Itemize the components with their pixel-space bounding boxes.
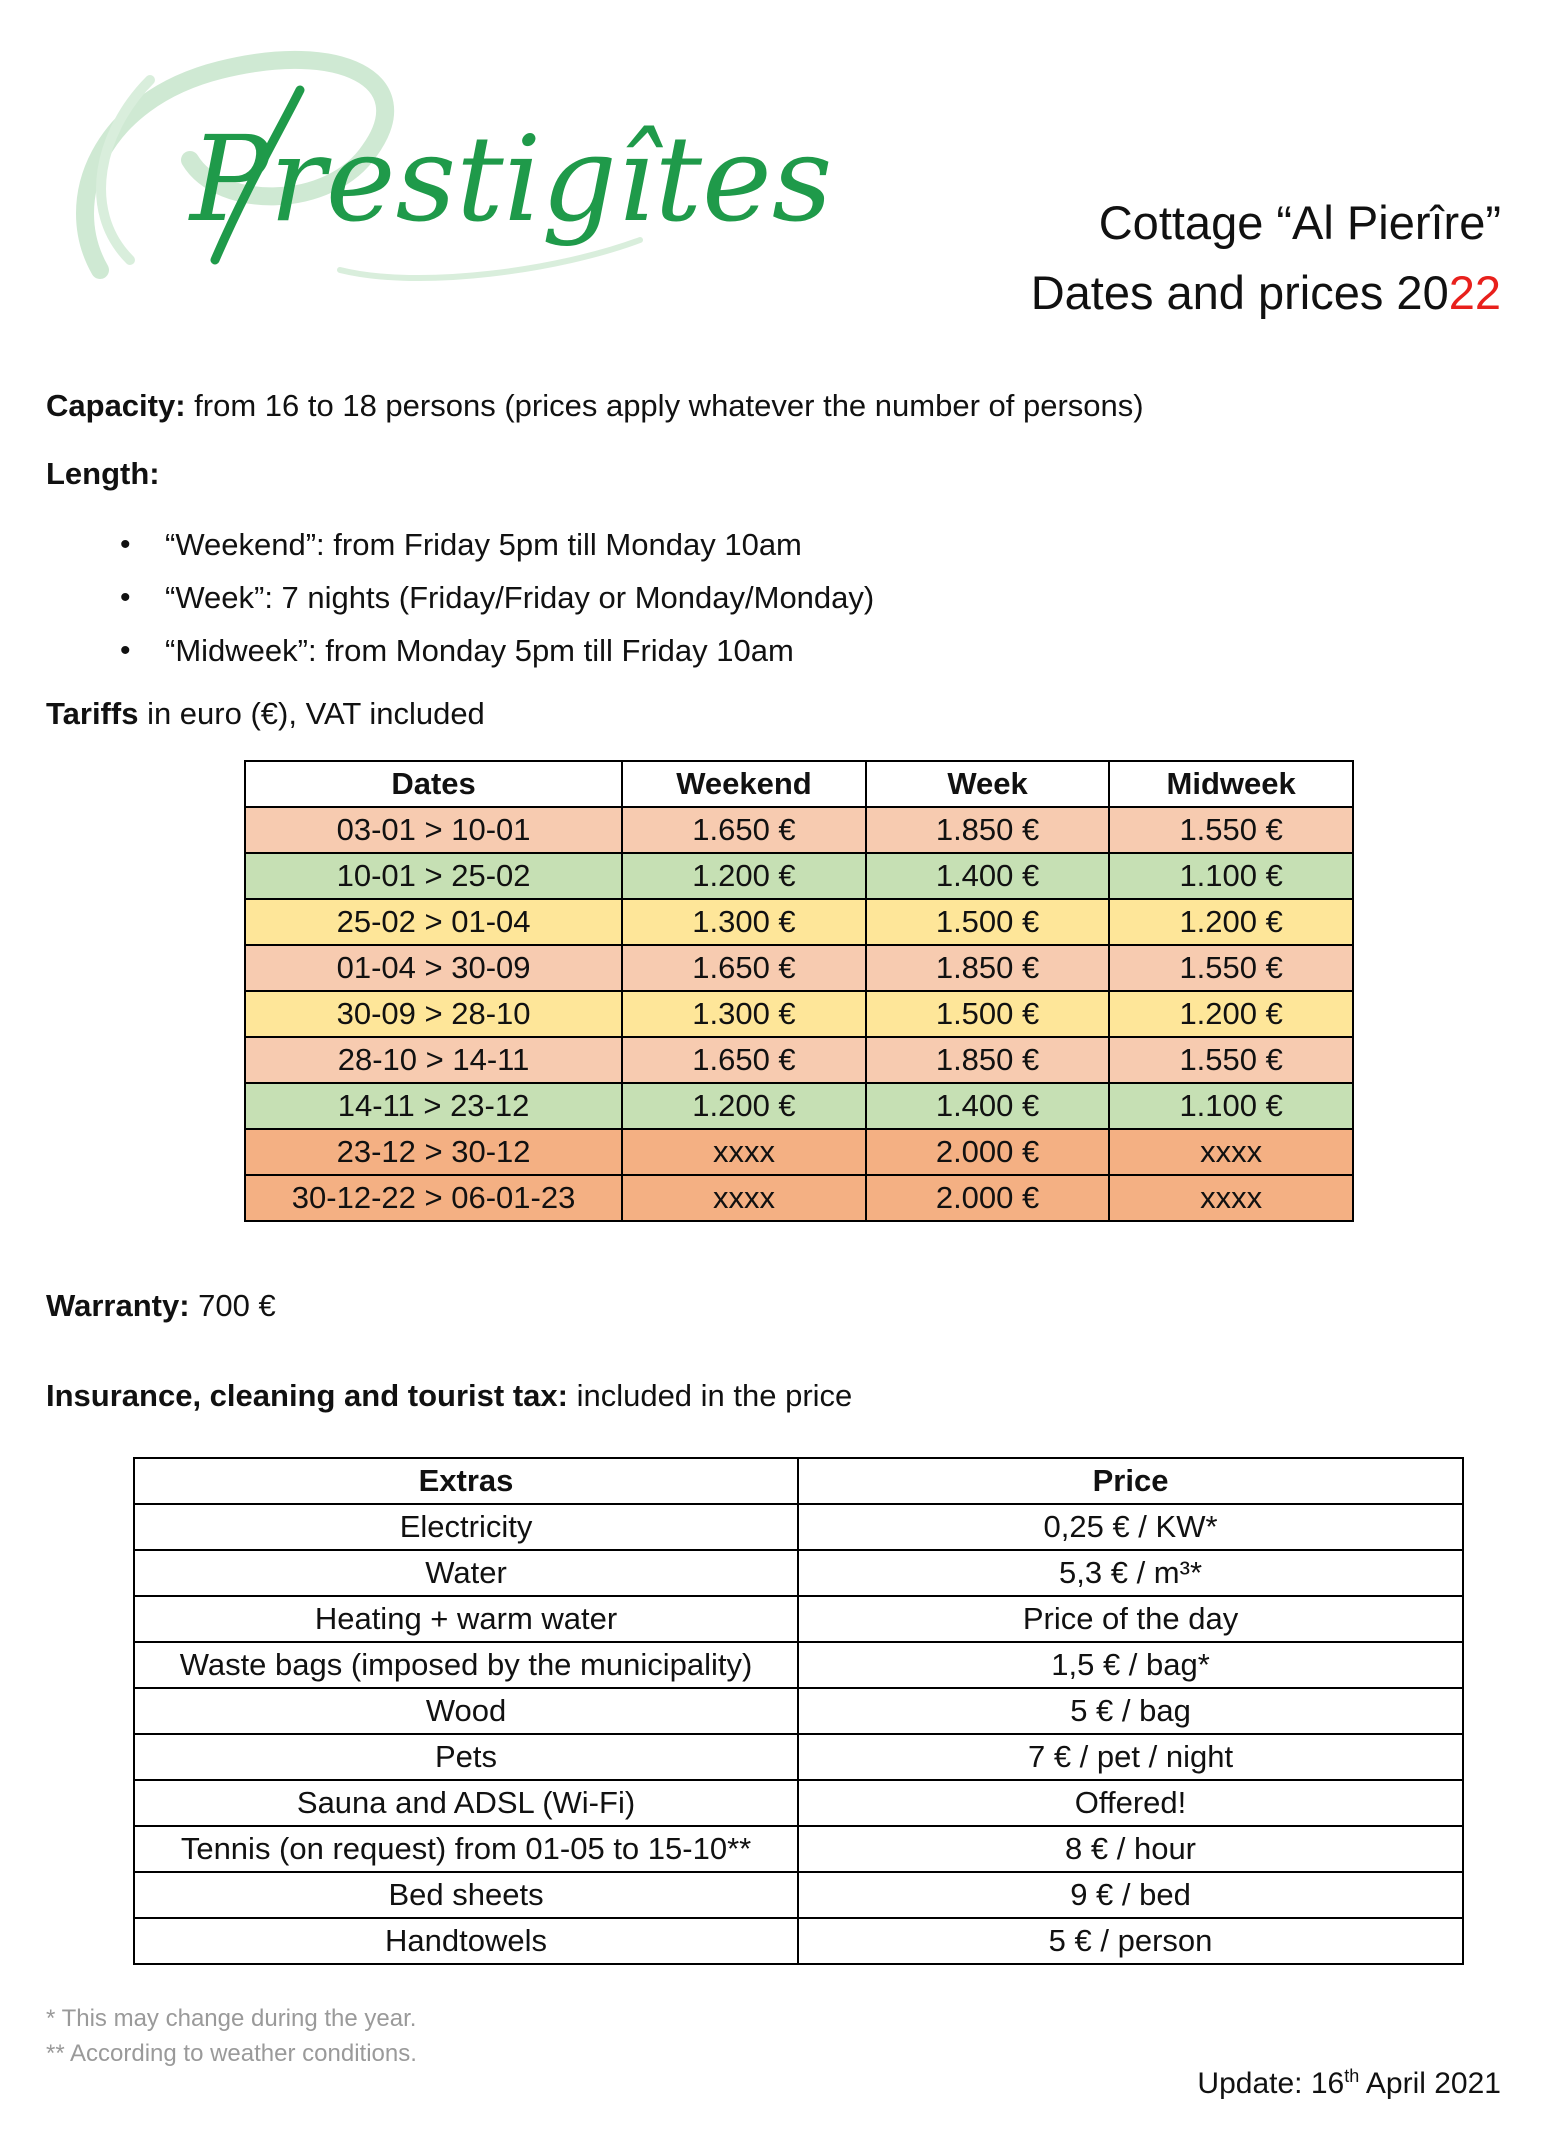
document-title bbox=[1031, 188, 1501, 328]
warranty-label: Warranty: bbox=[46, 1288, 190, 1323]
extras-header-price: Price bbox=[798, 1458, 1463, 1504]
title-line-2 bbox=[1031, 258, 1501, 328]
tariffs-cell: 23-12 > 30-12 bbox=[245, 1129, 622, 1175]
logo-text: Prestigîtes bbox=[190, 110, 833, 248]
footnote-1: * This may change during the year. bbox=[46, 2005, 417, 2032]
length-label bbox=[46, 456, 160, 492]
extras-row bbox=[134, 1734, 1463, 1780]
tariffs-header-weekend: Weekend bbox=[622, 761, 866, 807]
extras-price: 8 € / hour bbox=[798, 1826, 1463, 1872]
tariffs-cell: 2.000 € bbox=[866, 1129, 1110, 1175]
tariffs-cell: 1.400 € bbox=[866, 853, 1110, 899]
tariffs-cell: xxxx bbox=[1109, 1129, 1353, 1175]
extras-row bbox=[134, 1504, 1463, 1550]
tariffs-cell: 1.200 € bbox=[1109, 899, 1353, 945]
prestigites-logo bbox=[40, 40, 833, 300]
warranty-text: 700 € bbox=[189, 1288, 276, 1323]
tariffs-header-midweek: Midweek bbox=[1109, 761, 1353, 807]
tariffs-cell: 1.200 € bbox=[622, 853, 866, 899]
tariffs-cell: 1.550 € bbox=[1109, 945, 1353, 991]
tariffs-cell: 01-04 > 30-09 bbox=[245, 945, 622, 991]
length-list bbox=[120, 518, 874, 677]
tariffs-header-week: Week bbox=[866, 761, 1110, 807]
update-date bbox=[1197, 2066, 1501, 2101]
extras-header-extras: Extras bbox=[134, 1458, 798, 1504]
extras-price: 5 € / person bbox=[798, 1918, 1463, 1964]
tariffs-cell: 1.850 € bbox=[866, 807, 1110, 853]
title-year-accent: 22 bbox=[1448, 266, 1501, 319]
tariffs-cell: 25-02 > 01-04 bbox=[245, 899, 622, 945]
extras-price: 5,3 € / m³* bbox=[798, 1550, 1463, 1596]
tariffs-row bbox=[245, 991, 1353, 1037]
tariffs-cell: 1.650 € bbox=[622, 1037, 866, 1083]
extras-row bbox=[134, 1642, 1463, 1688]
length-label-text: Length: bbox=[46, 456, 160, 491]
insurance-line bbox=[46, 1378, 852, 1414]
tariffs-cell: 30-12-22 > 06-01-23 bbox=[245, 1175, 622, 1221]
tariffs-row bbox=[245, 945, 1353, 991]
tariffs-cell: 28-10 > 14-11 bbox=[245, 1037, 622, 1083]
update-suffix: April 2021 bbox=[1359, 2067, 1501, 2100]
tariffs-cell: 30-09 > 28-10 bbox=[245, 991, 622, 1037]
extras-row bbox=[134, 1688, 1463, 1734]
extras-item: Sauna and ADSL (Wi-Fi) bbox=[134, 1780, 798, 1826]
tariffs-cell: 03-01 > 10-01 bbox=[245, 807, 622, 853]
length-item-weekend: • “Weekend”: from Friday 5pm till Monday 10am bbox=[120, 518, 874, 571]
tariffs-row bbox=[245, 899, 1353, 945]
tariffs-cell: 1.100 € bbox=[1109, 1083, 1353, 1129]
title-year-prefix: Dates and prices 20 bbox=[1030, 266, 1449, 319]
tariffs-row bbox=[245, 853, 1353, 899]
tariffs-cell: 1.500 € bbox=[866, 899, 1110, 945]
extras-row bbox=[134, 1918, 1463, 1964]
update-prefix: Update: 16 bbox=[1197, 2067, 1345, 2100]
warranty-line bbox=[46, 1288, 276, 1324]
length-item-midweek: • “Midweek”: from Monday 5pm till Friday 10am bbox=[120, 624, 874, 677]
length-item-week: • “Week”: 7 nights (Friday/Friday or Monday/Monday) bbox=[120, 571, 874, 624]
capacity-line bbox=[46, 388, 1144, 424]
tariffs-cell: xxxx bbox=[622, 1175, 866, 1221]
tariffs-row bbox=[245, 1037, 1353, 1083]
extras-row bbox=[134, 1596, 1463, 1642]
tariffs-cell: 1.300 € bbox=[622, 991, 866, 1037]
extras-item: Electricity bbox=[134, 1504, 798, 1550]
extras-item: Waste bags (imposed by the municipality) bbox=[134, 1642, 798, 1688]
capacity-text: from 16 to 18 persons (prices apply whatever the number of persons) bbox=[185, 388, 1144, 423]
tariffs-header-dates: Dates bbox=[245, 761, 622, 807]
tariffs-cell: 1.850 € bbox=[866, 945, 1110, 991]
tariffs-cell: xxxx bbox=[1109, 1175, 1353, 1221]
extras-header-row bbox=[134, 1458, 1463, 1504]
tariffs-cell: 1.200 € bbox=[1109, 991, 1353, 1037]
tariffs-cell: 1.650 € bbox=[622, 945, 866, 991]
capacity-label: Capacity: bbox=[46, 388, 186, 423]
extras-price: Offered! bbox=[798, 1780, 1463, 1826]
extras-row bbox=[134, 1872, 1463, 1918]
tariffs-cell: 1.550 € bbox=[1109, 1037, 1353, 1083]
extras-row bbox=[134, 1550, 1463, 1596]
tariffs-row bbox=[245, 1175, 1353, 1221]
tariffs-cell: 1.550 € bbox=[1109, 807, 1353, 853]
extras-price: 5 € / bag bbox=[798, 1688, 1463, 1734]
title-line-1: Cottage “Al Pierîre” bbox=[1098, 196, 1501, 249]
tariffs-text: in euro (€), VAT included bbox=[138, 696, 485, 731]
tariffs-cell: 1.200 € bbox=[622, 1083, 866, 1129]
tariffs-line bbox=[46, 696, 485, 732]
extras-price: 0,25 € / KW* bbox=[798, 1504, 1463, 1550]
tariffs-cell: xxxx bbox=[622, 1129, 866, 1175]
update-sup: th bbox=[1344, 2066, 1360, 2086]
extras-item: Handtowels bbox=[134, 1918, 798, 1964]
insurance-text: included in the price bbox=[567, 1378, 853, 1413]
insurance-label: Insurance, cleaning and tourist tax: bbox=[46, 1378, 568, 1413]
tariffs-row bbox=[245, 1083, 1353, 1129]
tariffs-header-row bbox=[245, 761, 1353, 807]
extras-price: Price of the day bbox=[798, 1596, 1463, 1642]
tariffs-cell: 1.400 € bbox=[866, 1083, 1110, 1129]
extras-row bbox=[134, 1780, 1463, 1826]
tariffs-row bbox=[245, 807, 1353, 853]
extras-row bbox=[134, 1826, 1463, 1872]
tariffs-cell: 1.500 € bbox=[866, 991, 1110, 1037]
extras-item: Pets bbox=[134, 1734, 798, 1780]
tariffs-table bbox=[244, 760, 1354, 1222]
tariffs-cell: 10-01 > 25-02 bbox=[245, 853, 622, 899]
extras-price: 1,5 € / bag* bbox=[798, 1642, 1463, 1688]
tariffs-row bbox=[245, 1129, 1353, 1175]
tariffs-cell: 1.650 € bbox=[622, 807, 866, 853]
tariffs-cell: 2.000 € bbox=[866, 1175, 1110, 1221]
extras-item: Bed sheets bbox=[134, 1872, 798, 1918]
extras-item: Water bbox=[134, 1550, 798, 1596]
tariffs-cell: 1.850 € bbox=[866, 1037, 1110, 1083]
extras-item: Wood bbox=[134, 1688, 798, 1734]
tariffs-label: Tariffs bbox=[46, 696, 139, 731]
tariffs-cell: 1.300 € bbox=[622, 899, 866, 945]
extras-price: 7 € / pet / night bbox=[798, 1734, 1463, 1780]
extras-table bbox=[133, 1457, 1464, 1965]
extras-item: Heating + warm water bbox=[134, 1596, 798, 1642]
tariffs-cell: 1.100 € bbox=[1109, 853, 1353, 899]
footnote-2: ** According to weather conditions. bbox=[46, 2040, 417, 2067]
extras-price: 9 € / bed bbox=[798, 1872, 1463, 1918]
extras-item: Tennis (on request) from 01-05 to 15-10** bbox=[134, 1826, 798, 1872]
tariffs-cell: 14-11 > 23-12 bbox=[245, 1083, 622, 1129]
